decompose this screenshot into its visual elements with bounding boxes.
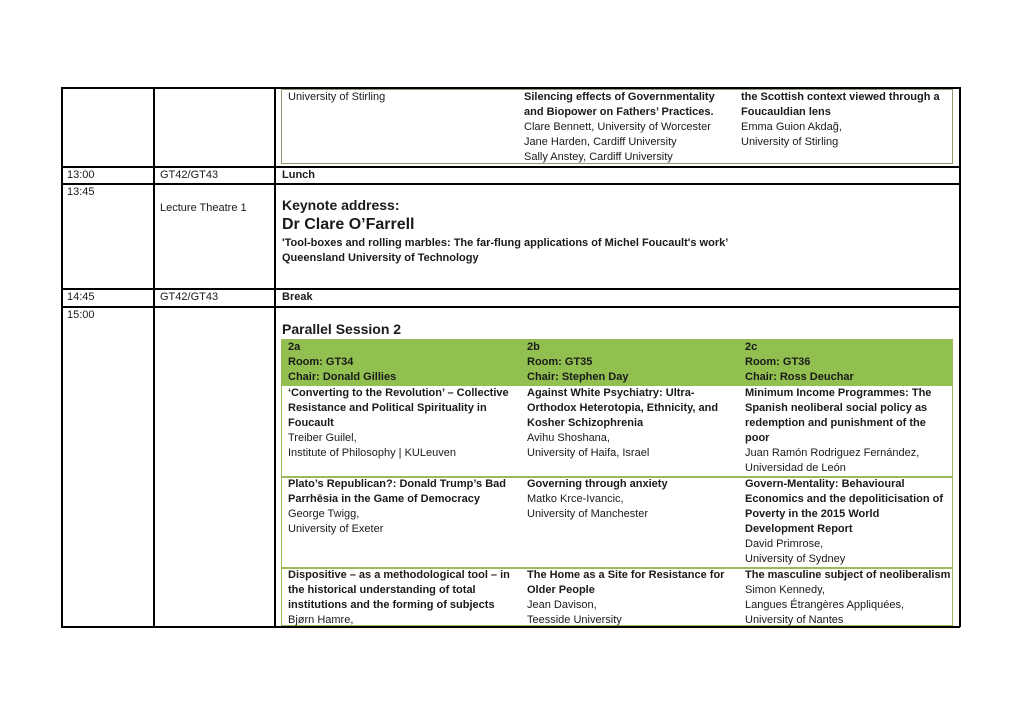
paper-title: Minimum Income Programmes: The [745, 387, 932, 399]
paper-title: Spanish neoliberal social policy as [745, 402, 928, 414]
row-divider [61, 306, 960, 308]
paper-title: The masculine subject of neoliberalism [745, 569, 951, 581]
paper-title: Foucauldian lens [741, 106, 831, 118]
track-chair: Chair: Donald Gillies [288, 371, 397, 383]
track-id: 2c [745, 341, 758, 353]
author-text: Jane Harden, Cardiff University [524, 136, 677, 148]
author-text: Teesside University [527, 614, 622, 626]
track-id: 2a [288, 341, 301, 353]
col-divider [274, 87, 276, 627]
author-text: David Primrose, [745, 538, 824, 550]
paper-cell [745, 386, 931, 476]
author-text: Treiber Guilel, [288, 432, 357, 444]
author-text: Emma Guion Akdağ, [741, 121, 842, 133]
session-title: Parallel Session 2 [282, 321, 402, 337]
paper-cell [745, 568, 950, 628]
track-room: Room: GT34 [288, 356, 354, 368]
keynote-affiliation: Queensland University of Technology [282, 252, 479, 264]
author-text: Institute of Philosophy | KULeuven [288, 447, 456, 459]
author-text: Universidad de León [745, 462, 846, 474]
time-cell: 13:00 [67, 169, 95, 181]
time-cell: 13:45 [67, 186, 95, 198]
author-text: Matko Krce-Ivancic, [527, 493, 624, 505]
paper-cell [527, 568, 724, 628]
room-cell: GT42/GT43 [160, 169, 219, 181]
author-text: Jean Davison, [527, 599, 597, 611]
paper-cell [288, 477, 506, 537]
author-text: Simon Kennedy, [745, 584, 825, 596]
event-cell: Lunch [282, 169, 315, 181]
paper-title: Foucault [288, 417, 334, 429]
paper-title: the historical understanding of total [288, 584, 476, 596]
paper-title: and Biopower on Fathers’ Practices. [524, 106, 714, 118]
keynote-talk-title: 'Tool-boxes and rolling marbles: The far-flung applications of Michel Foucault's work’ [282, 237, 729, 249]
room-cell: Lecture Theatre 1 [160, 202, 247, 214]
paper-title: Kosher Schizophrenia [527, 417, 644, 429]
paper-title: redemption and punishment of the [745, 417, 926, 429]
author-text: University of Stirling [741, 136, 839, 148]
paper-cell [288, 568, 510, 628]
author-text: Avihu Shoshana, [527, 432, 610, 444]
affiliation-text: University of Stirling [288, 91, 386, 103]
paper-title: Against White Psychiatry: Ultra- [527, 387, 695, 399]
track-room: Room: GT35 [527, 356, 593, 368]
author-text: Bjørn Hamre, [288, 614, 354, 626]
author-text: Langues Étrangères Appliquées, [745, 599, 905, 611]
paper-title: institutions and the forming of subjects [288, 599, 495, 611]
paper-title: poor [745, 432, 770, 444]
paper-title: Development Report [745, 523, 853, 535]
author-text: University of Exeter [288, 523, 384, 535]
time-cell: 15:00 [67, 309, 95, 321]
carryover-col-b [524, 90, 715, 165]
keynote-block [282, 196, 728, 266]
paper-title: Plato’s Republican?: Donald Trump’s Bad [288, 478, 506, 490]
paper-cell [288, 386, 509, 461]
author-text: University of Nantes [745, 614, 844, 626]
carryover-col-a [288, 90, 385, 105]
table-left-border [61, 87, 63, 627]
paper-cell [527, 386, 718, 461]
paper-title: Parrhēsia in the Game of Democracy [288, 493, 480, 505]
row-divider [61, 183, 960, 185]
paper-cell [745, 477, 943, 567]
room-cell: GT42/GT43 [160, 291, 219, 303]
paper-title: Orthodox Heterotopia, Ethnicity, and [527, 402, 719, 414]
keynote-speaker: Dr Clare O’Farrell [282, 216, 415, 233]
paper-title: Economics and the depoliticisation of [745, 493, 944, 505]
track-id: 2b [527, 341, 540, 353]
paper-title: The Home as a Site for Resistance for [527, 569, 725, 581]
col-divider [153, 87, 155, 627]
author-text: Sally Anstey, Cardiff University [524, 151, 673, 163]
author-text: Clare Bennett, University of Worcester [524, 121, 711, 133]
track-room: Room: GT36 [745, 356, 811, 368]
track-chair: Chair: Stephen Day [527, 371, 629, 383]
paper-title: Resistance and Political Spirituality in [288, 402, 487, 414]
author-text: University of Haifa, Israel [527, 447, 650, 459]
paper-title: Poverty in the 2015 World [745, 508, 880, 520]
time-cell: 14:45 [67, 291, 95, 303]
paper-title: Dispositive – as a methodological tool – in [288, 569, 510, 581]
track-header-2a [288, 340, 396, 385]
track-header-2c [745, 340, 854, 385]
track-chair: Chair: Ross Deuchar [745, 371, 854, 383]
author-text: Juan Ramón Rodriguez Fernández, [745, 447, 920, 459]
author-text: University of Manchester [527, 508, 649, 520]
paper-title: Govern-Mentality: Behavioural [745, 478, 905, 490]
paper-title: Silencing effects of Governmentality [524, 91, 715, 103]
paper-title: Older People [527, 584, 595, 596]
table-right-border [959, 87, 961, 627]
carryover-col-c [741, 90, 940, 150]
track-header-2b [527, 340, 628, 385]
event-cell: Break [282, 291, 313, 303]
keynote-heading: Keynote address: [282, 197, 400, 213]
paper-cell [527, 477, 668, 522]
author-text: University of Sydney [745, 553, 846, 565]
paper-title: the Scottish context viewed through a [741, 91, 940, 103]
paper-title: ‘Converting to the Revolution’ – Collective [288, 387, 509, 399]
paper-title: Governing through anxiety [527, 478, 668, 490]
author-text: George Twigg, [288, 508, 360, 520]
